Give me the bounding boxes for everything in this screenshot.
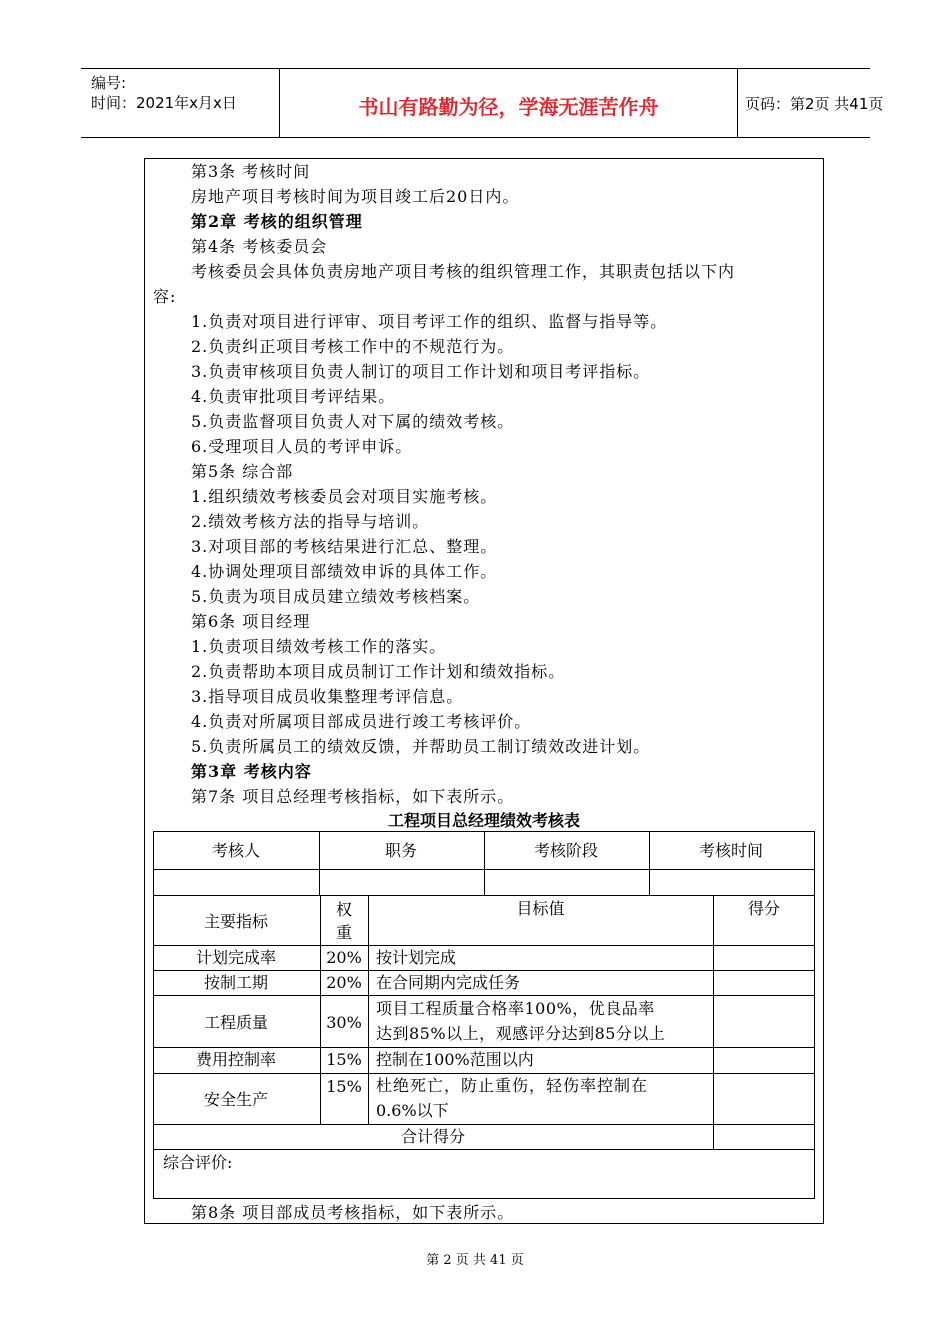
- row-target: 0.6%以下: [376, 1101, 449, 1120]
- table-rule: [154, 1124, 814, 1125]
- list-item: 2.负责帮助本项目成员制订工作计划和绩效指标。: [191, 662, 566, 681]
- row-weight: 30%: [326, 1013, 362, 1032]
- row-indicator: 安全生产: [203, 1090, 268, 1109]
- total-label: 合计得分: [400, 1127, 465, 1146]
- row-weight: 15%: [326, 1077, 362, 1096]
- row-weight: 15%: [326, 1050, 362, 1069]
- col-header-indicator: 主要指标: [203, 912, 268, 931]
- list-item: 5.负责所属员工的绩效反馈，并帮助员工制订绩效改进计划。: [191, 737, 651, 756]
- row-target: 杜绝死亡，防止重伤，轻伤率控制在: [376, 1076, 649, 1095]
- table-rule: [154, 1047, 814, 1048]
- chapter-heading: 第3章 考核内容: [191, 762, 312, 781]
- head-cell: 考核时间: [698, 841, 763, 860]
- paragraph: 容:: [153, 287, 177, 306]
- list-item: 1.组织绩效考核委员会对项目实施考核。: [191, 487, 498, 506]
- head-cell: 考核人: [211, 841, 260, 860]
- list-item: 1.负责对项目进行评审、项目考评工作的组织、监督与指导等。: [191, 312, 668, 331]
- table-rule: [154, 945, 814, 946]
- table-rule: [368, 895, 369, 1124]
- list-item: 2.负责纠正项目考核工作中的不规范行为。: [191, 337, 515, 356]
- article-heading: 第3条 考核时间: [191, 162, 311, 181]
- row-weight: 20%: [326, 973, 362, 992]
- page-footer: 第 2 页 共 41 页: [426, 1253, 524, 1268]
- list-item: 4.负责审批项目考评结果。: [191, 387, 396, 406]
- table-rule: [154, 995, 814, 996]
- article-heading: 第6条 项目经理: [191, 612, 311, 631]
- list-item: 3.指导项目成员收集整理考评信息。: [191, 687, 464, 706]
- row-indicator: 工程质量: [203, 1013, 268, 1032]
- paragraph: 考核委员会具体负责房地产项目考核的组织管理工作，其职责包括以下内: [191, 262, 736, 281]
- list-item: 4.协调处理项目部绩效申诉的具体工作。: [191, 562, 498, 581]
- col-header-weight: 重: [335, 923, 352, 942]
- time-label: 时间：2021年x月x日: [91, 94, 237, 112]
- list-item: 2.绩效考核方法的指导与培训。: [191, 512, 430, 531]
- head-cell: 职务: [384, 841, 417, 860]
- row-weight: 20%: [326, 948, 362, 967]
- row-target: 在合同期内完成任务: [376, 973, 521, 992]
- motto-text: 书山有路勤为径，学海无涯苦作舟: [358, 95, 659, 119]
- col-header-weight: 权: [335, 900, 352, 919]
- table-rule: [154, 1149, 814, 1150]
- col-header-target: 目标值: [516, 899, 565, 918]
- chapter-heading: 第2章 考核的组织管理: [191, 212, 363, 231]
- list-item: 6.受理项目人员的考评申诉。: [191, 437, 413, 456]
- number-label: 编号:: [91, 74, 127, 92]
- row-indicator: 按制工期: [203, 973, 268, 992]
- row-target: 项目工程质量合格率100%，优良品率: [376, 999, 655, 1018]
- paragraph: 房地产项目考核时间为项目竣工后20日内。: [191, 187, 520, 206]
- row-target: 按计划完成: [376, 948, 457, 967]
- row-target: 控制在100%范围以内: [376, 1050, 534, 1069]
- page-label: 页码：第2页 共41页: [745, 95, 884, 113]
- header-motto: [279, 69, 738, 137]
- table-title: 工程项目总经理绩效考核表: [387, 811, 580, 830]
- table-rule: [154, 970, 814, 971]
- table-rule: [154, 895, 814, 896]
- list-item: 1.负责项目绩效考核工作的落实。: [191, 637, 447, 656]
- list-item: 4.负责对所属项目部成员进行竣工考核评价。: [191, 712, 532, 731]
- row-indicator: 计划完成率: [195, 948, 276, 967]
- list-item: 5.负责监督项目负责人对下属的绩效考核。: [191, 412, 515, 431]
- row-target: 达到85%以上，观感评分达到85分以上: [376, 1024, 666, 1043]
- list-item: 3.对项目部的考核结果进行汇总、整理。: [191, 537, 498, 556]
- list-item: 5.负责为项目成员建立绩效考核档案。: [191, 587, 481, 606]
- article-heading: 第7条 项目总经理考核指标，如下表所示。: [191, 787, 515, 806]
- article-heading: 第4条 考核委员会: [191, 237, 328, 256]
- table-rule: [154, 1073, 814, 1074]
- comment-label: 综合评价:: [163, 1153, 233, 1172]
- article-heading: 第8条 项目部成员考核指标，如下表所示。: [191, 1203, 515, 1222]
- header-info: [81, 69, 279, 137]
- page-header: [81, 68, 884, 138]
- list-item: 3.负责审核项目负责人制订的项目工作计划和项目考评指标。: [191, 362, 651, 381]
- head-cell: 考核阶段: [533, 841, 598, 860]
- article-heading: 第5条 综合部: [191, 462, 294, 481]
- col-header-score: 得分: [747, 899, 780, 918]
- table-rule: [713, 895, 714, 1149]
- row-indicator: 费用控制率: [195, 1050, 276, 1069]
- header-page: [737, 69, 884, 137]
